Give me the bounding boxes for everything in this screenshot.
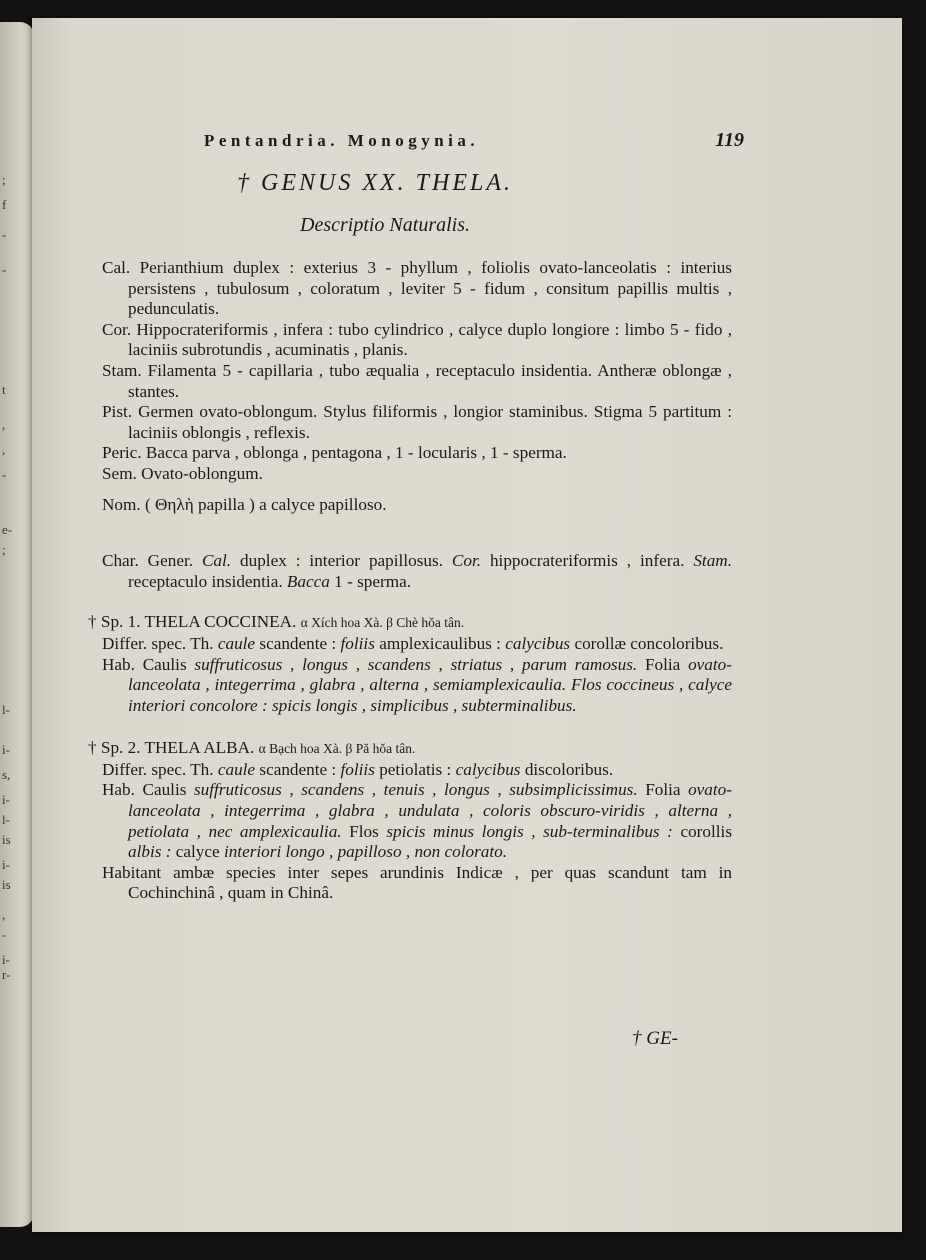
description-list <box>102 258 732 485</box>
facing-page-fragment: , <box>2 417 6 432</box>
facing-page-fragment: s, <box>2 767 11 782</box>
generic-character: Char. Gener. Cal. duplex : interior papillosus. Cor. hippocrateriformis , infera. Stam. receptaculo insidentia. Bacca 1 - sperma. <box>102 551 732 591</box>
facing-page-fragment: i- <box>2 742 10 757</box>
species-list <box>88 592 733 863</box>
vernacular-names: α Xích hoa Xà. β Chè hŏa tân. <box>300 615 465 631</box>
vernacular-names: α Bạch hoa Xà. β Pă hŏa tân. <box>258 741 416 757</box>
facing-page-fragment: i- <box>2 857 10 872</box>
facing-page-fragment: ; <box>2 542 6 557</box>
catchword: † GE- <box>632 1028 678 1049</box>
facing-page-fragment: - <box>2 227 7 242</box>
description-entry: Pist. Germen ovato-oblongum. Stylus filiformis , longior staminibus. Stigma 5 partitum : laciniis oblongis , reflexis. <box>102 402 732 442</box>
facing-page-fragment: is <box>2 877 11 892</box>
species-heading: † Sp. 2. THELA ALBA. α Bạch hoa Xà. β Pă hŏa tân. <box>88 738 416 758</box>
species-differ: Differ. spec. Th. caule scandente : foliis amplexicaulibus : calycibus corollæ concoloribus. <box>102 633 724 653</box>
species-differ: Differ. spec. Th. caule scandente : foliis petiolatis : calycibus discoloribus. <box>102 759 614 779</box>
book-page <box>32 18 902 1232</box>
running-head <box>204 131 744 151</box>
facing-page-fragment: f <box>2 197 7 212</box>
facing-page-fragment: e- <box>2 522 13 537</box>
facing-page-fragment: i- <box>2 952 10 967</box>
facing-page-fragment: is <box>2 832 11 847</box>
section-subtitle: Descriptio Naturalis. <box>300 214 471 236</box>
description-entry: Sem. Ovato-oblongum. <box>102 463 263 483</box>
facing-page-fragment: l- <box>2 702 10 717</box>
facing-page-edge <box>0 22 34 1227</box>
page-number: 119 <box>715 129 744 151</box>
facing-page-fragment: , <box>2 907 6 922</box>
description-entry: Cal. Perianthium duplex : exterius 3 - phyllum , foliolis ovato-lanceolatis : interius persistens , tubulosum , coloratum , leviter 5 - fidum , consitum papillis multis , pedunculatis. <box>102 258 732 319</box>
nomen-entry: Nom. ( Θηλὴ papilla ) a calyce papilloso. <box>102 494 387 514</box>
facing-page-fragment: ; <box>2 172 6 187</box>
facing-page-fragment: - <box>2 467 7 482</box>
facing-page-fragment: l- <box>2 812 10 827</box>
genus-title: † GENUS XX. THELA. <box>237 170 513 196</box>
species-hab: Hab. Caulis suffruticosus , scandens , tenuis , longus , subsimplicissimus. Folia ovato-lanceolata , integerrima , glabra , undulata , coloris obscuro-viridis , alterna , petiolata , nec amplexicaulia. Flos spicis minus longis , sub-terminalibus : corollis albis : calyce interiori longo , papilloso , non colorato. <box>102 780 733 862</box>
habitat-entry: Habitant ambæ species inter sepes arundinis Indicæ , per quas scandunt tam in Cochinchinâ , quam in Chinâ. <box>102 862 732 903</box>
species-heading: † Sp. 1. THELA COCCINEA. α Xích hoa Xà. β Chè hŏa tân. <box>88 612 465 632</box>
page-body <box>88 258 733 904</box>
facing-page-fragment: r- <box>2 967 11 982</box>
facing-page-fragment: - <box>2 262 7 277</box>
facing-page-fragment: i- <box>2 792 10 807</box>
description-entry: Peric. Bacca parva , oblonga , pentagona , 1 - locularis , 1 - sperma. <box>102 443 567 463</box>
description-entry: Stam. Filamenta 5 - capillaria , tubo æqualia , receptaculo insidentia. Antheræ oblongæ , stantes. <box>102 360 732 401</box>
facing-page-fragment: t <box>2 382 6 397</box>
species-hab: Hab. Caulis suffruticosus , longus , scandens , striatus , parum ramosus. Folia ovato-lanceolata , integerrima , glabra , alterna , semiamplexicaulia. Flos coccineus , calyce interiori concolore : spicis longis , simplicibus , subterminalibus. <box>102 654 732 715</box>
facing-page-fragment: , <box>2 442 6 457</box>
facing-page-fragment: - <box>2 927 7 942</box>
running-head-title: Pentandria. Monogynia. <box>204 131 480 150</box>
description-entry: Cor. Hippocrateriformis , infera : tubo cylindrico , calyce duplo longiore : limbo 5 - fido , laciniis subrotundis , acuminatis , planis. <box>102 319 732 360</box>
